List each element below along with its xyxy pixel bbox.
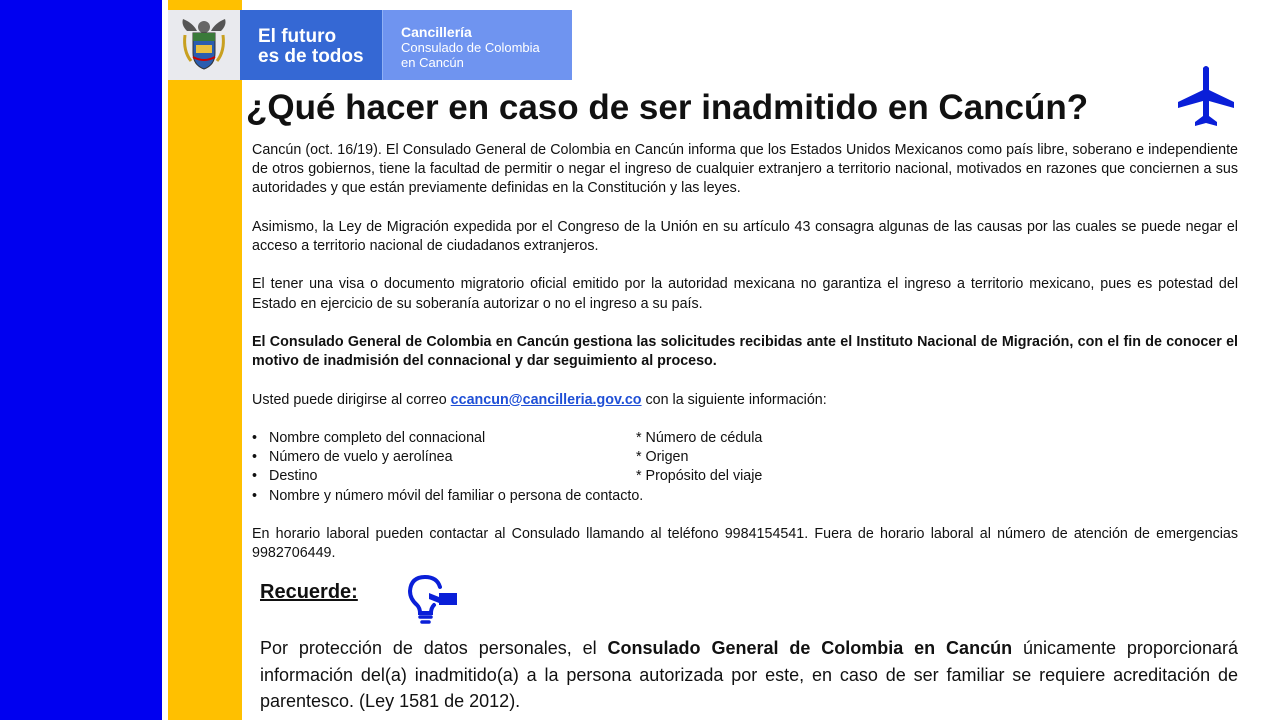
- list-item-right: * Origen: [636, 449, 689, 466]
- org-line-3: en Cancún: [401, 55, 464, 70]
- paragraph-consulate-management: El Consulado General de Colombia en Cancún gestiona las solicitudes recibidas ante el Instituto Nacional de Migración, con el fin de conocer el motivo de inadmisión del connacional y dar seguimiento al proceso.: [252, 333, 1238, 370]
- privacy-notice: [260, 635, 1238, 715]
- coat-of-arms-icon: [179, 17, 229, 73]
- slogan-line-1: El futuro: [258, 26, 337, 47]
- slogan-box: [240, 10, 382, 80]
- org-line-1: Cancillería: [401, 24, 472, 40]
- privacy-text-before: Por protección de datos personales, el: [260, 638, 608, 658]
- organization-box: [382, 10, 572, 80]
- left-blue-stripe: [0, 0, 162, 720]
- email-link[interactable]: ccancun@cancilleria.gov.co: [450, 391, 642, 408]
- contact-text-before: Usted puede dirigirse al correo: [252, 391, 451, 408]
- bullet-icon: •: [252, 449, 258, 466]
- list-item: [252, 467, 1238, 486]
- lightbulb-icon: [405, 573, 459, 625]
- slogan-line-2: es de todos: [258, 46, 364, 67]
- org-line-2: Consulado de Colombia: [401, 40, 540, 55]
- reminder-heading: Recuerde:: [260, 581, 358, 603]
- list-item-right: * Número de cédula: [636, 429, 763, 446]
- paragraph-phone: En horario laboral pueden contactar al Consulado llamando al teléfono 9984154541. Fuera de horario laboral al número de atención de emergencias 9982706449.: [252, 525, 1238, 562]
- bullet-icon: •: [252, 487, 258, 504]
- paragraph-intro: Cancún (oct. 16/19). El Consulado General de Colombia en Cancún informa que los Estados Unidos Mexicanos como país libre, soberano e independiente de otros gobiernos, tiene la facultad de permitir o negar el ingreso de cualquier extranjero a territorio nacional, motivados en razones que conciernen a sus autoridades y que están previamente definidas en la Constitución y las leyes.: [252, 142, 1238, 197]
- list-item: [252, 429, 1238, 448]
- list-item-left: Destino: [269, 468, 318, 485]
- paragraph-law: Asimismo, la Ley de Migración expedida por el Congreso de la Unión en su artículo 43 consagra algunas de las causas por las cuales se puede negar el acceso a territorio nacional de ciudadanos extranjeros.: [252, 218, 1238, 254]
- contact-text-after: con la siguiente información:: [641, 391, 827, 408]
- bullet-icon: •: [252, 429, 258, 446]
- bullet-icon: •: [252, 468, 258, 485]
- list-item-left: Nombre completo del connacional: [269, 429, 486, 446]
- privacy-text-bold: Consulado General de Colombia en Cancún: [607, 638, 1013, 658]
- airplane-icon: [1174, 64, 1238, 130]
- list-item-left: Nombre y número móvil del familiar o persona de contacto.: [269, 487, 644, 504]
- required-info-list: [252, 429, 1238, 506]
- header-logo-bar: [168, 10, 572, 80]
- list-item-right: * Propósito del viaje: [636, 468, 763, 485]
- privacy-text-after: únicamente proporcionará información del(a) inadmitido(a) a la persona autorizada por este, en caso de ser familiar se requiere acreditación de parentesco. (Ley 1581 de 2012).: [260, 638, 1238, 711]
- list-item-left: Número de vuelo y aerolínea: [269, 449, 453, 466]
- article-body: [252, 141, 1238, 583]
- paragraph-contact-email: [252, 391, 1238, 410]
- paragraph-visa: El tener una visa o documento migratorio oficial emitido por la autoridad mexicana no garantiza el ingreso a territorio mexicano, pues es potestad del Estado en ejercicio de su soberanía autorizar o no el ingreso a su país.: [252, 276, 1238, 312]
- list-item: [252, 487, 1238, 506]
- page-title: ¿Qué hacer en caso de ser inadmitido en Cancún?: [246, 88, 1089, 127]
- yellow-stripe: [168, 0, 242, 720]
- coat-of-arms-box: [168, 10, 240, 80]
- list-item: [252, 448, 1238, 467]
